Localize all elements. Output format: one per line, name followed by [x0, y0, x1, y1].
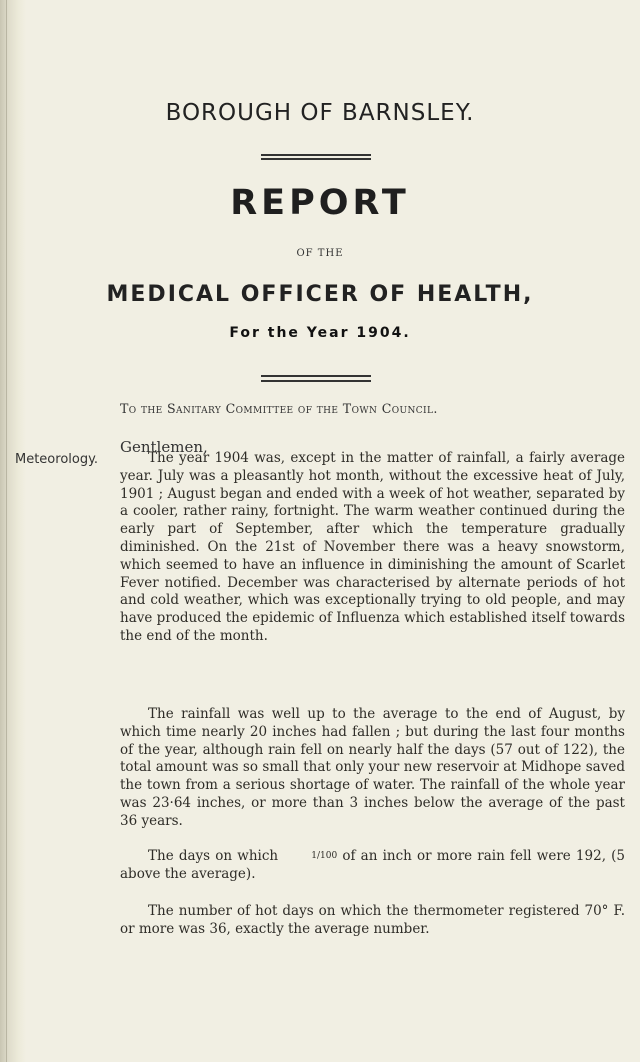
of-the-label: OF THE — [296, 248, 344, 259]
report-title: REPORT — [230, 183, 410, 223]
paragraph-weather: The year 1904 was, except in the matter of rainfall, a fairly average year. July was a pleasantly hot month, without the excessive heat of July, 1901 ; August began and ended with a week of hot weather, separated by a cooler, rather rainy, fortnight. The warm weather continued during the early part of September, after which the temperature gradually diminished. On the 21st of November there was a heavy snowstorm, which seemed to have an influence in diminishing the amount of Scarlet Fever notified. December was characterised by alternate periods of hot and cold weather, which was exceptionally trying to old people, and may have produced the epidemic of Influenza which established itself towards the end of the month. — [120, 450, 625, 644]
rain-days-text-before: The days on which — [148, 848, 279, 864]
rain-days-text-after: of an inch or more rain fell were 192, (5 above the average). — [120, 848, 626, 882]
office-title: MEDICAL OFFICER OF HEALTH, — [106, 282, 534, 307]
margin-note: Meteorology. — [15, 452, 99, 467]
salutation: Gentlemen, — [120, 438, 208, 456]
double-rule-top-1 — [261, 154, 371, 156]
double-rule-bottom-2 — [261, 380, 371, 382]
paragraph-rainfall: The rainfall was well up to the average to the end of August, by which time nearly 20 inches had fallen ; but during the last four months of the year, although rain fell on nearly half the days (57 out of 122), the total amount was so small that only your new reservoir at Midhope saved the town from a serious shortage of water. The rainfall of the whole year was 23·64 inches, or more than 3 inches below the average of the past 36 years. — [120, 706, 625, 829]
double-rule-bottom-1 — [261, 375, 371, 377]
fraction-one-hundredth: 1/100 — [311, 851, 338, 861]
address-line: To the Sanitary Committee of the Town Council. — [120, 401, 438, 416]
page-binding-edge — [0, 0, 26, 1062]
year-line: For the Year 1904. — [229, 325, 411, 341]
paragraph-hot-days: The number of hot days on which the thermometer registered 70° F. or more was 36, exactly the average number. — [120, 903, 625, 937]
double-rule-top-2 — [261, 158, 371, 160]
paragraph-rain-days — [120, 848, 625, 884]
borough-title: BOROUGH OF BARNSLEY. — [165, 100, 475, 126]
